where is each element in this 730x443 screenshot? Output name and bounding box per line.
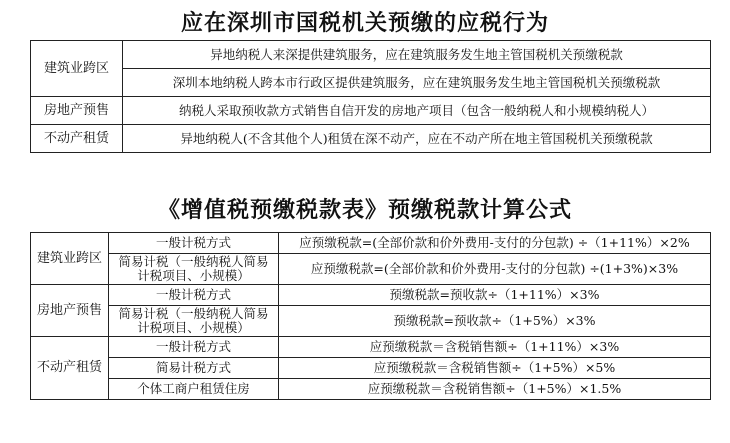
table-row (31, 97, 711, 125)
table-row (31, 337, 711, 358)
category-cell: 不动产租赁 (31, 337, 109, 400)
category-cell: 不动产租赁 (31, 125, 123, 153)
formula-table (30, 232, 711, 400)
table-row (31, 254, 711, 285)
section2-title: 《增值税预缴税款表》预缴税款计算公式 (157, 197, 572, 223)
table-row (31, 285, 711, 306)
formula-cell: 预缴税款=预收款÷（1+5%）×3% (279, 306, 711, 337)
description-cell: 异地纳税人(不含其他个人)租赁在深不动产，应在不动产所在地主管国税机关预缴税款 (123, 125, 711, 153)
table-row (31, 41, 711, 69)
method-cell: 简易计税方式 (109, 358, 279, 379)
formula-cell: 应预缴税款=(全部价款和价外费用-支付的分包款) ÷(1+3%)×3% (279, 254, 711, 285)
category-cell: 房地产预售 (31, 97, 123, 125)
formula-cell: 应预缴税款＝含税销售额÷（1+11%）×3% (279, 337, 711, 358)
formula-cell: 应预缴税款=(全部价款和价外费用-支付的分包款) ÷（1+11%）×2% (279, 233, 711, 254)
method-cell: 简易计税（一般纳税人简易计税项目、小规模） (109, 254, 279, 285)
description-cell: 异地纳税人来深提供建筑服务，应在建筑服务发生地主管国税机关预缴税款 (123, 41, 711, 69)
formula-cell: 应预缴税款＝含税销售额÷（1+5%）×5% (279, 358, 711, 379)
method-cell: 个体工商户租赁住房 (109, 379, 279, 400)
description-cell: 纳税人采取预收款方式销售自信开发的房地产项目（包含一般纳税人和小规模纳税人） (123, 97, 711, 125)
method-cell: 一般计税方式 (109, 233, 279, 254)
formula-cell: 预缴税款=预收款÷（1+11%）×3% (279, 285, 711, 306)
table-row (31, 358, 711, 379)
method-cell: 简易计税（一般纳税人简易计税项目、小规模） (109, 306, 279, 337)
description-cell: 深圳本地纳税人跨本市行政区提供建筑服务，应在建筑服务发生地主管国税机关预缴税款 (123, 69, 711, 97)
table-row (31, 69, 711, 97)
table-row (31, 233, 711, 254)
method-cell: 一般计税方式 (109, 337, 279, 358)
formula-cell: 应预缴税款＝含税销售额÷（1+5%）×1.5% (279, 379, 711, 400)
table-row (31, 379, 711, 400)
taxable-behaviors-table (30, 40, 711, 153)
category-cell: 房地产预售 (31, 285, 109, 337)
table-row (31, 125, 711, 153)
method-cell: 一般计税方式 (109, 285, 279, 306)
section1-title: 应在深圳市国税机关预缴的应税行为 (180, 10, 549, 36)
table-row (31, 306, 711, 337)
category-cell: 建筑业跨区 (31, 41, 123, 97)
category-cell: 建筑业跨区 (31, 233, 109, 285)
